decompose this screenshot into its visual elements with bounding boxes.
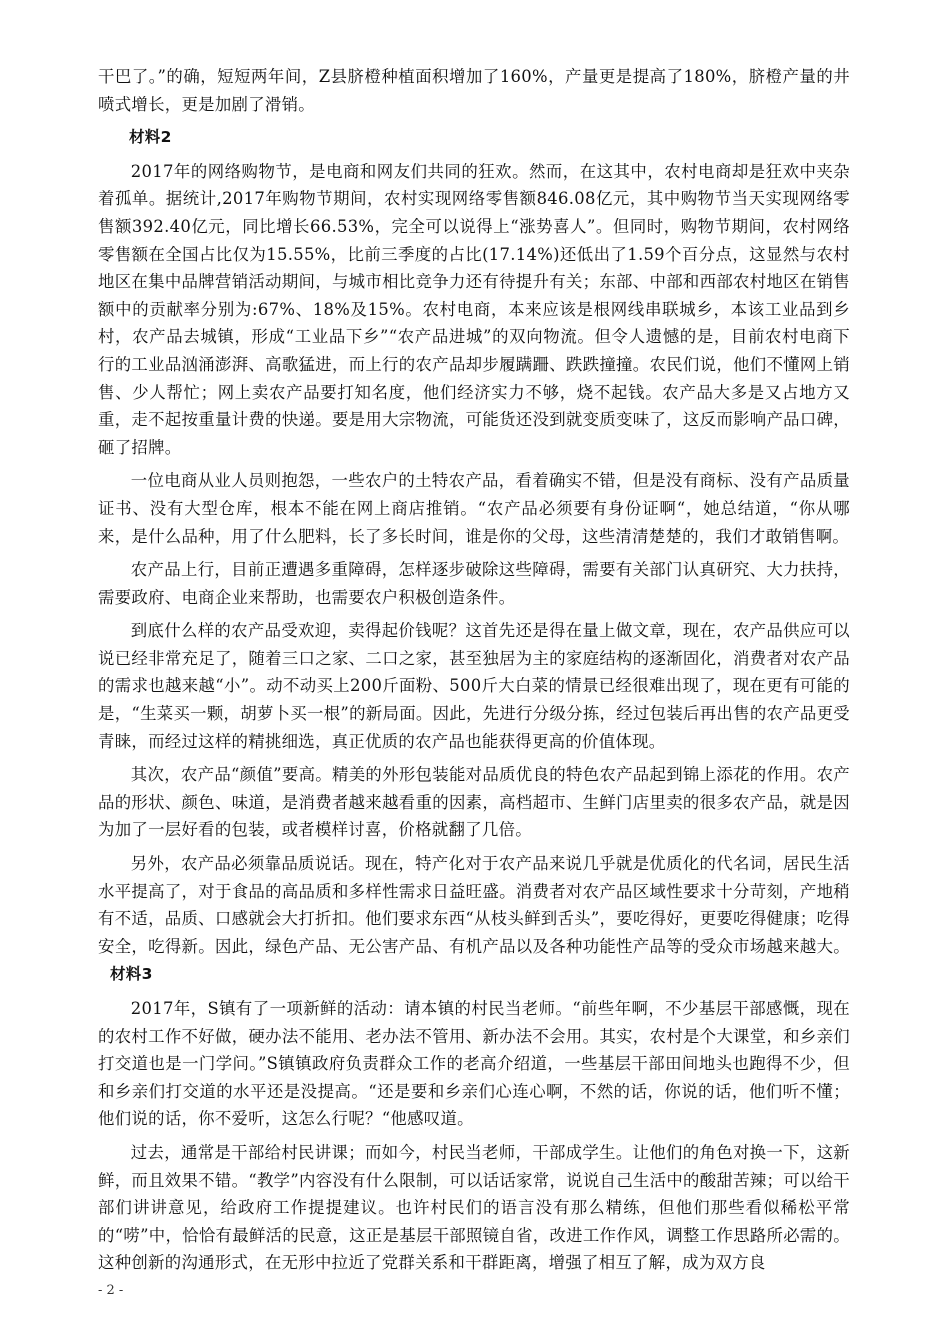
paragraph: 农产品上行，目前正遭遇多重障碍，怎样逐步破除这些障碍，需要有关部门认真研究、大力扶持，需要政府、电商企业来帮助，也需要农户积极创造条件。 — [98, 560, 850, 607]
paragraph: 一位电商从业人员则抱怨，一些农户的土特农产品，看着确实不错，但是没有商标、没有产品质量证书、没有大型仓库，根本不能在网上商店推销。“农产品必须要有身份证啊“，她总结道，“你从哪来，是什么品种，用了什么肥料，长了多长时间，谁是你的父母，这些清清楚楚的，我们才敢销售啊。 — [98, 471, 850, 546]
section-heading-material-2: 材料2 — [129, 128, 172, 147]
paragraph-text: 另外，农产品必须靠品质说话。现在，特产化对于农产品来说几乎就是优质化的代名词，居民生活水平提高了，对于食品的高品质和多样性需求日益旺盛。消费者对农产品区域性要求十分苛刻，产地稍有不适，品质、口感就会大打折扣。他们要求东西“从枝头鲜到舌头”，要吃得好，更要吃得健康；吃得安全，吃得新。因此，绿色产品、无公害产品、有机产品以及各种功能性产品等的受众市场越来越大。 — [98, 854, 850, 956]
paragraph: 过去，通常是干部给村民讲课；而如今，村民当老师，干部成学生。让他们的角色对换一下，这新鲜，而且效果不错。“教学”内容没有什么限制，可以话话家常，说说自己生活中的酸甜苦辣；可以给干部们讲讲意见，给政府工作提提建议。也许村民们的语言没有那么精练，但他们那些看似稀松平常的“唠”中，恰恰有最鲜活的民意，这正是基层干部照镜自省，改进工作作风，调整工作思路所必需的。这种创新的沟通形式，在无形中拉近了党群关系和干群距离，增强了相互了解，成为双方良 — [98, 1142, 850, 1273]
paragraph: 2017年的网络购物节，是电商和网友们共同的狂欢。然而，在这其中，农村电商却是狂欢中夹杂着孤单。据统计,2017年购物节期间，农村实现网络零售额846.08亿元，其中购物节当天实现网络零售额392.40亿元，同比增长66.53%，完全可以说得上“涨势喜人”。但同时，购物节期间，农村网络零售额在全国占比仅为15.55%，比前三季度的占比(17.14%)还低出了1.59个百分点，这显然与农村地区在集中品牌营销活动期间，与城市相比竞争力还有待提升有关；东部、中部和西部农村地区在销售额中的贡献率分别为:67%、18%及15%。农村电商，本来应该是根网线串联城乡，本该工业品到乡村，农产品去城镇，形成“工业品下乡”“农产品进城”的双向物流。但令人遗憾的是，目前农村电商下行的工业品汹涌澎湃、高歌猛进，而上行的农产品却步履蹒跚、跌跌撞撞。农民们说，他们不懂网上销售、少人帮忙；网上卖农产品要打知名度，他们经济实力不够，烧不起钱。农产品大多是又占地方又重，走不起按重量计费的快递。要是用大宗物流，可能货还没到就变质变味了，这反而影响产品口碑，砸了招牌。 — [98, 161, 850, 457]
paragraph: 到底什么样的农产品受欢迎，卖得起价钱呢？这首先还是得在量上做文章，现在，农产品供应可以说已经非常充足了，随着三口之家、二口之家，甚至独居为主的家庭结构的逐渐固化，消费者对农产品的需求也越来越“小”。动不动买上200斤面粉、500斤大白菜的情景已经很难出现了，现在更有可能的是，“生菜买一颗，胡萝卜买一根”的新局面。因此，先进行分级分拣，经过包装后再出售的农产品更受青睐，而经过这样的精挑细选，真正优质的农产品也能获得更高的价值体现。 — [98, 621, 850, 751]
document-body — [98, 63, 850, 1283]
page-number: - 2 - — [98, 1283, 124, 1298]
paragraph: 其次，农产品“颜值”要高。精美的外形包装能对品质优良的特色农产品起到锦上添花的作用。农产品的形状、颜色、味道，是消费者越来越看重的因素，高档超市、生鲜门店里卖的很多农产品，就是因为加了一层好看的包装，或者模样讨喜，价格就翻了几倍。 — [98, 765, 850, 840]
paragraph-continuation: 干巴了。”的确，短短两年间，Z县脐橙种植面积增加了160%，产量更是提高了180%，脐橙产量的井喷式增长，更是加剧了滑销。 — [98, 67, 850, 114]
paragraph: 2017年，S镇有了一项新鲜的活动：请本镇的村民当老师。“前些年啊，不少基层干部感慨，现在的农村工作不好做，硬办法不能用、老办法不管用、新办法不会用。其实，农村是个大课堂，和乡亲们打交道也是一门学问。”S镇镇政府负责群众工作的老高介绍道，一些基层干部田间地头也跑得不少，但和乡亲们打交道的水平还是没提高。“还是要和乡亲们心连心啊，不然的话，你说的话，他们听不懂；他们说的话，你不爱听，这怎么行呢？“他感叹道。 — [98, 999, 850, 1129]
paragraph-with-inline-heading — [98, 850, 850, 989]
section-heading-material-3: 材料3 — [110, 965, 153, 984]
